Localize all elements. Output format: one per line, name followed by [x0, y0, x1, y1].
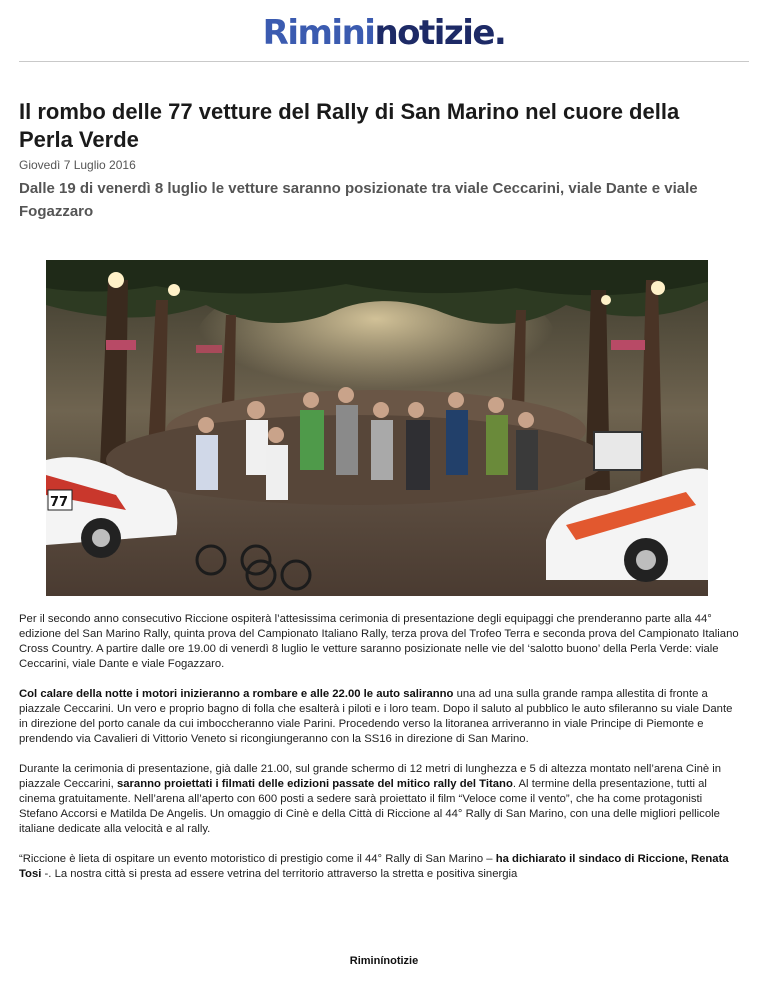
- article-paragraph: [19, 762, 741, 837]
- rally-crowd-photo: [46, 260, 708, 596]
- logo-part-notizie: notizie.: [374, 13, 506, 53]
- article-title: Il rombo delle 77 vetture del Rally di San Marino nel cuore della Perla Verde: [19, 99, 680, 152]
- article-photo: [46, 260, 708, 596]
- article-paragraph: [19, 612, 741, 672]
- bold-text-segment: ha dichiarato il sindaco di Riccione, Renata Tosi: [19, 853, 729, 880]
- page-footer: Riminínotizie: [349, 955, 419, 967]
- article-subtitle: Dalle 19 di venerdì 8 luglio le vetture saranno posizionate tra viale Ceccarini, viale Dante e viale Fogazzaro: [19, 180, 698, 220]
- text-segment: -. La nostra città si presta ad essere vetrina del territorio attraverso la stretta e positiva sinergia: [41, 868, 518, 880]
- car-number: 77: [50, 495, 69, 510]
- text-segment: una ad una sulla grande rampa allestita di fronte a piazzale Ceccarini. Un vero e proprio bagno di folla che esalterà i piloti e i loro team. Dopo il saluto al pubblico le auto sfileranno su viale Dante in direzione del porto canale da cui imboccheranno viale Parini. Procedendo verso la litoranea arriveranno in viale Principe di Piemonte e prendendo via Cavalieri di Vittorio Veneto si ricongiungeranno con la SS16 in direzione di San Marino.: [19, 688, 733, 745]
- text-segment: Per il secondo anno consecutivo Riccione ospiterà l’attesissima cerimonia di presentazione degli equipaggi che prenderanno parte alla 44° edizione del San Marino Rally, quinta prova del Campionato Italiano Rally, terza prova del Trofeo Terra e seconda prova del Campionato Italiano Cross Country. A partire dalle ore 19.00 di venerdì 8 luglio le vetture saranno posizionate nelle vie del ‘salotto buono’ della Perla Verde: viale Ceccarini, viale Dante e viale Fogazzaro.: [19, 613, 739, 670]
- bold-text-segment: Col calare della notte i motori inizieranno a rombare e alle 22.00 le auto saliranno: [19, 688, 454, 700]
- site-logo[interactable]: [263, 8, 506, 58]
- article-paragraph: [19, 687, 741, 747]
- header-divider: [19, 61, 749, 62]
- site-masthead: [0, 8, 768, 58]
- bold-text-segment: saranno proiettati i filmati delle edizioni passate del mitico rally del Titano: [116, 778, 513, 790]
- text-segment: Durante la cerimonia di presentazione, già dalle 21.00, sul grande schermo di 12 metri di lunghezza e 5 di altezza montato nell’arena Cinè in piazzale Ceccarini,: [19, 763, 722, 790]
- article-date: Giovedì 7 Luglio 2016: [19, 158, 136, 172]
- article-body: [19, 612, 741, 897]
- text-segment: . Al termine della presentazione, tutti al cinema gratuitamente. Nell’arena all’aperto con 600 posti a sedere sarà proiettato il film “Veloce come il vento”, che ha come protagonisti Stefano Accorsi e Matilda De Angelis. Un omaggio di Cinè e della Città di Riccione al 44° Rally di San Marino, con una delle migliori pellicole italiane dedicate alla velocità e al rally.: [19, 778, 720, 835]
- logo-part-rimini: Rimini: [262, 13, 375, 53]
- text-segment: “Riccione è lieta di ospitare un evento motoristico di prestigio come il 44° Rally di San Marino –: [19, 853, 496, 865]
- article-paragraph: [19, 852, 741, 882]
